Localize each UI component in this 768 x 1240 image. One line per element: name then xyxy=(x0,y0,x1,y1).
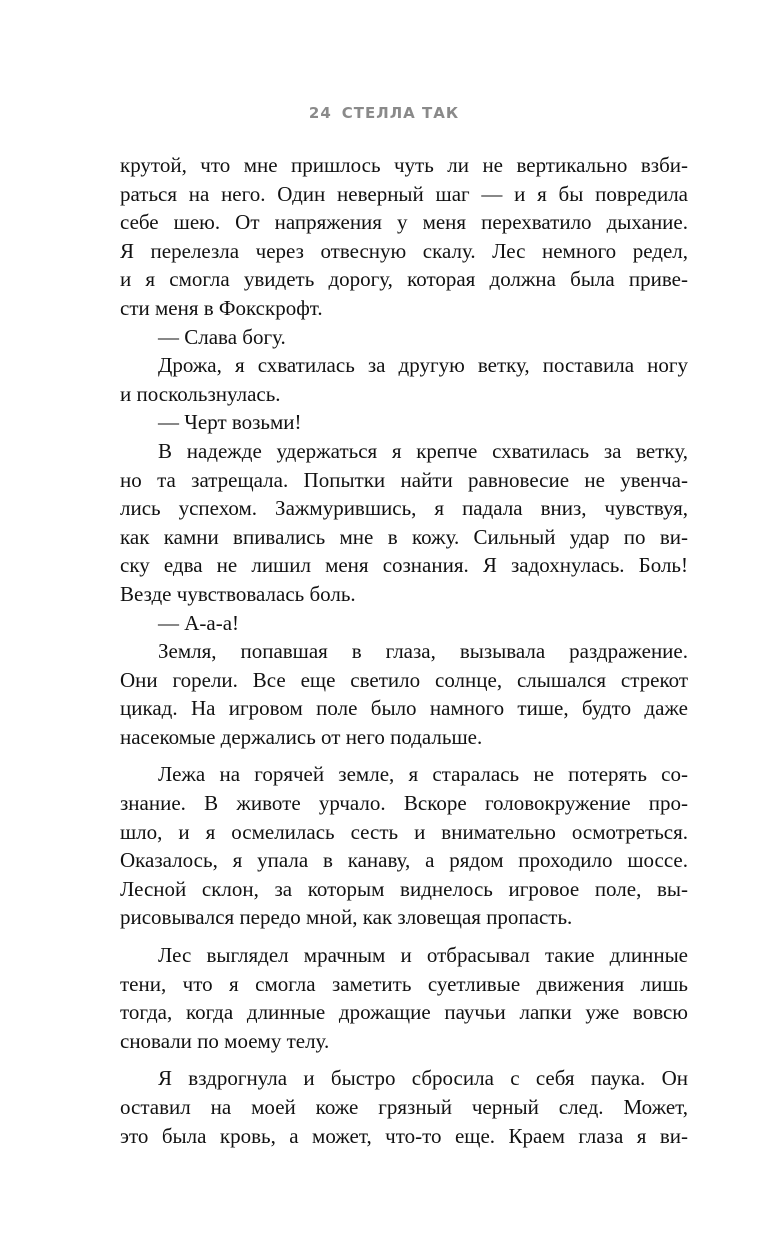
text-line: Лес выглядел мрачным и отбрасывал такие длинные xyxy=(158,943,688,968)
text-line: Я перелезла через отвесную скалу. Лес немного редел, xyxy=(120,238,688,263)
body-text xyxy=(120,151,688,1150)
text-line: ску едва не лишил меня сознания. Я задохнулась. Боль! xyxy=(120,553,688,578)
text-line: оставил на моей коже грязный черный след. Может, xyxy=(120,1095,688,1119)
running-head xyxy=(0,104,768,122)
text-line: Они горели. Все еще светило солнце, слышался стрекот xyxy=(120,667,688,692)
text-line: крутой, что мне пришлось чуть ли не вертикально взби- xyxy=(120,153,688,177)
text-line: но та затрещала. Попытки найти равновесие не увенча- xyxy=(120,467,688,492)
text-line: и я смогла увидеть дорогу, которая должна была приве- xyxy=(120,267,688,292)
text-line: В надежде удержаться я крепче схватилась за ветку, xyxy=(158,438,688,463)
text-line: Я вздрогнула и быстро сбросила с себя паука. Он xyxy=(158,1066,688,1091)
text-line: Оказалось, я упала в канаву, а рядом проходило шоссе. xyxy=(120,848,688,873)
author-name: СТЕЛЛА ТАК xyxy=(341,104,460,122)
text-line: цикад. На игровом поле было намного тише, будто даже xyxy=(120,696,688,721)
dialogue-line: — Слава богу. xyxy=(158,324,286,349)
dialogue-line: — А-а-а! xyxy=(158,610,240,635)
text-line: раться на него. Один неверный шаг — и я бы повредила xyxy=(120,181,688,206)
text-line: как камни впивались мне в кожу. Сильный удар по ви- xyxy=(120,524,688,549)
text-line: сти меня в Фокскрофт. xyxy=(120,295,323,320)
text-line: знание. В животе урчало. Вскоре головокружение про- xyxy=(120,791,688,816)
page-number: 24 xyxy=(308,104,332,122)
text-line: себе шею. От напряжения у меня перехватило дыхание. xyxy=(120,210,688,235)
text-line: тени, что я смогла заметить суетливые движения лишь xyxy=(120,971,688,996)
dialogue-line: — Черт возьми! xyxy=(158,410,302,435)
text-line: рисовывался передо мной, как зловещая пропасть. xyxy=(120,905,573,930)
text-line: лись успехом. Зажмурившись, я падала вниз, чувствуя, xyxy=(120,496,688,521)
text-line: сновали по моему телу. xyxy=(120,1028,330,1053)
text-line: Лежа на горячей земле, я старалась не потерять со- xyxy=(158,762,688,787)
text-line: и поскользнулась. xyxy=(120,381,281,406)
text-line: тогда, когда длинные дрожащие паучьи лапки уже вовсю xyxy=(120,1000,688,1025)
text-line: Земля, попавшая в глаза, вызывала раздражение. xyxy=(158,639,688,664)
text-line: Лесной склон, за которым виднелось игровое поле, вы- xyxy=(120,876,688,901)
text-line: это была кровь, а может, что-то еще. Краем глаза я ви- xyxy=(120,1123,688,1148)
text-line: насекомые держались от него подальше. xyxy=(120,724,483,749)
text-line: Дрожа, я схватилась за другую ветку, поставила ногу xyxy=(158,353,688,378)
text-line: шло, и я осмелилась сесть и внимательно осмотреться. xyxy=(120,819,688,844)
text-line: Везде чувствовалась боль. xyxy=(120,581,356,606)
